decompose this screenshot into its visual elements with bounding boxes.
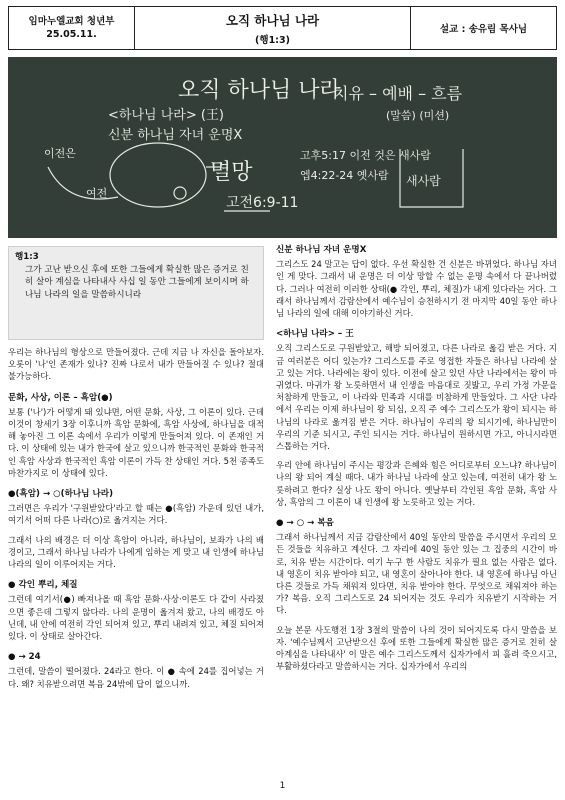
sermon-reference: (행1:3) [255,34,290,46]
paragraph: 그러면은 우리가 '구원받았다'라고 할 때는 ●(흑암) 가운데 있던 내가, 여기서 어떠 다른 나라(○)로 옮겨지는 거다. [8,503,264,526]
board-line9: 여전 [86,187,108,200]
board-line1: 오직 하나님 나라 [178,78,341,103]
paragraph: 오직 그리스도로 구원받았고, 해방 되어졌고, 다른 나라로 옮김 받은 거다. 지금 여러분은 어디 있는가? 그리스도를 주로 영접한 자들은 하나님 나라에 살고 있는 거다. 나라에는 왕이 있다. 이전에 살고 있던 사단 나라에서는 왕이 마귀였다. 마귀가 왕 노릇하면서 내 인생을 마음대로 짓밟고, 우리 가정 가문을 처참하게 만들고, 이 나라와 민족과 시대를 비참하게 만들었다. 그 사단 나라에서 우리는 이제 하나님이 왕 되심, 오직 주 예수 그리스도가 왕이 되시는 하나님의 나라로 옮겨짐 받은 거다. 하나님이 우리의 왕 되시기에, 하나님만이 우리의 기준 되시고, 주인 되시는 거다. 하나님이 원하시면 가고, 아니시라면 스톱하는 거다. [276,343,557,452]
section-heading: 신분 하나님 자녀 운명X [276,245,367,255]
scripture-text: 그가 고난 받으신 후에 또한 그들에게 확실한 많은 증거로 친히 살아 계심을 나타내사 사십 일 동안 그들에게 보이시며 하나님 나라의 일을 말씀하시니라 [25,264,249,300]
chalkboard-photo [8,57,557,238]
header-title-cell [135,7,410,49]
board-line7: 엡4:22-24 옛사람 [300,169,389,182]
preacher-name: 설교 : 송유림 목사님 [439,24,528,35]
board-line4: 이전은 [44,147,76,160]
scripture-box [8,246,264,340]
church-name: 임마누엘교회 청년부 [28,16,115,27]
board-line6: 고후5:17 이전 것은 새사람 [300,149,431,162]
paragraph: 그래서 하나님께서 지금 감람산에서 40일 동안의 말씀을 주시면서 우리의 모든 것들을 치유하고 계신다. 그 자리에 40일 동안 있는 그 집중의 시간이 바로, 치유 받는 시간이다. 여기 누구 한 사람도 치유가 필요 없는 사람은 없다. 내 영혼이 치유 받아야 되고, 내 영혼이 살아나야 한다. 내 영혼에 하나님 아닌 다른 것들로 가득 채워져 있다면, 치유 받아야 한다. 무엇으로 채워져야 하는가? 복음. 오직 그리스도로 24 되어지는 것도 우리가 치유받기 시작하는 거다. [276,532,557,616]
page-number: 1 [279,781,286,791]
section-heading: 문화, 사상, 이론 – 흑암(●) [8,392,113,403]
paragraph: 보통 ('나')가 어떻게 돼 있냐면, 어떤 문화, 사상, 그 이론이 있다. 근데 이것이 창세기 3장 이후니까 흑암 문화에, 흑암 사상에, 하나님을 대적해 놓아진 그 이론 속에서 우리가 이렇게 만들어져 있다. 이 존재인 거다. 이 상태에 있는 내가 한국에 살고 있으니까 한국적인 문화와 한국적인 흑암 사상과 한국적인 흑암 이론이 가득 찬 상태인 거다. 5천 종족도 마찬가지로 이 상태에 있다. [8,406,264,478]
paragraph: 그리스도 24 말고는 답이 없다. 우선 확실한 건 신분은 바뀌었다. 하나님 자녀인 게 맞다. 그래서 내 운명은 더 이상 망할 수 없는 운명 속에서 다 끝나버렸다. 그러나 여전히 이러한 상태(● 각인, 뿌리, 체질)가 내게 있다라는 거다. 그래서 하나님께서 감람산에서 예수님이 승천하시기 전 마지막 40일 동안 하나님 나라의 일에 대해 이야기하신 거다. [276,259,557,319]
section-heading: ● → ○ → 복음 [276,518,334,529]
paragraph: 그런데 여기서(●) 빠져나올 때 흑암 문화·사상·이론도 다 같이 사라졌으면 좋은데 그렇지 않다라. 나의 운명이 옮겨져 왔고, 나의 배경도 아닌데, 내 안에 여전히 각인 되어져 있고, 뿌리 내려져 있고, 체질 되어져 있다. 이 상태로 살아간다. [8,594,264,642]
board-line3: 신분 하나님 자녀 운명X [108,128,243,143]
sermon-date: 25.05.11. [46,29,97,40]
board-line10: 새사람 [406,174,441,188]
board-line5: 멸망 [210,160,253,185]
sermon-title: 오직 하나님 나라 [225,12,320,28]
right-column [276,244,557,680]
section-heading: ●(흑암) → ○(하나님 나라) [8,489,113,500]
section-heading: <하나님 나라> – 王 [276,329,354,340]
board-line2: <하나님 나라> (王) [108,108,224,123]
section-heading: ● → 24 [8,652,41,663]
paragraph: 그래서 나의 배경은 더 이상 흑암이 아니라, 하나님이, 보좌가 나의 배경이고, 그래서 하나님 나라가 나에게 임하는 게 맞고 내 인생에 하나님 나라의 일이 이루어지는 거다. [8,534,264,570]
scripture-reference: 행1:3 [15,252,39,262]
board-line8: 고전6:9-11 [226,195,299,211]
header-preacher-cell [410,7,556,49]
header-church-cell [9,7,135,49]
header-table [8,6,557,50]
chalkboard-drawing [8,57,557,238]
left-column [8,346,264,697]
paragraph: 우리 안에 하나님이 주시는 평강과 은혜와 힘은 어디로부터 오느냐? 하나님이 나의 왕 되어 계실 때다. 내가 하나님 나라에 살고 있는데, 여전히 내가 왕 노릇하려고 한다? 실상 나도 왕이 아니다. 옛날부터 각인된 흑암 문화, 흑암 사상, 흑암의 그 이론이 내 인생에 왕 노릇하고 있는 거다. [276,460,557,507]
board-line1c: (말씀) (미션) [386,109,450,122]
section-heading: ● 각인 뿌리, 체질 [8,580,78,591]
board-line1b: 치유 – 예배 – 흐름 [333,84,463,103]
paragraph: 그런데, 말씀이 떨어졌다. 24라고 한다. 이 ● 속에 24를 집어넣는 거다. 왜? 치유받으려면 복음 24밖에 답이 없으니까. [8,666,264,689]
paragraph: 우리는 하나님의 형상으로 만들어졌다. 근데 지금 나 자신을 돌아보자. 오롯이 '나'인 존재가 있나? 진짜 나로서 내가 만들어질 수 있나? 절대 불가능하다. [8,347,264,382]
paragraph: 오늘 본문 사도행전 1장 3절의 말씀이 나의 것이 되어지도록 다시 말씀을 보자. '예수님께서 고난받으신 후에 또한 그들에게 확실한 많은 증거로 친히 살아계심을 나타내사' 이 말은 예수 그리스도께서 십자가에서 피 흘려 죽으시고, 부활하셨다라고 말씀하시는 거다. 십자가에서 우리의 [276,624,557,672]
